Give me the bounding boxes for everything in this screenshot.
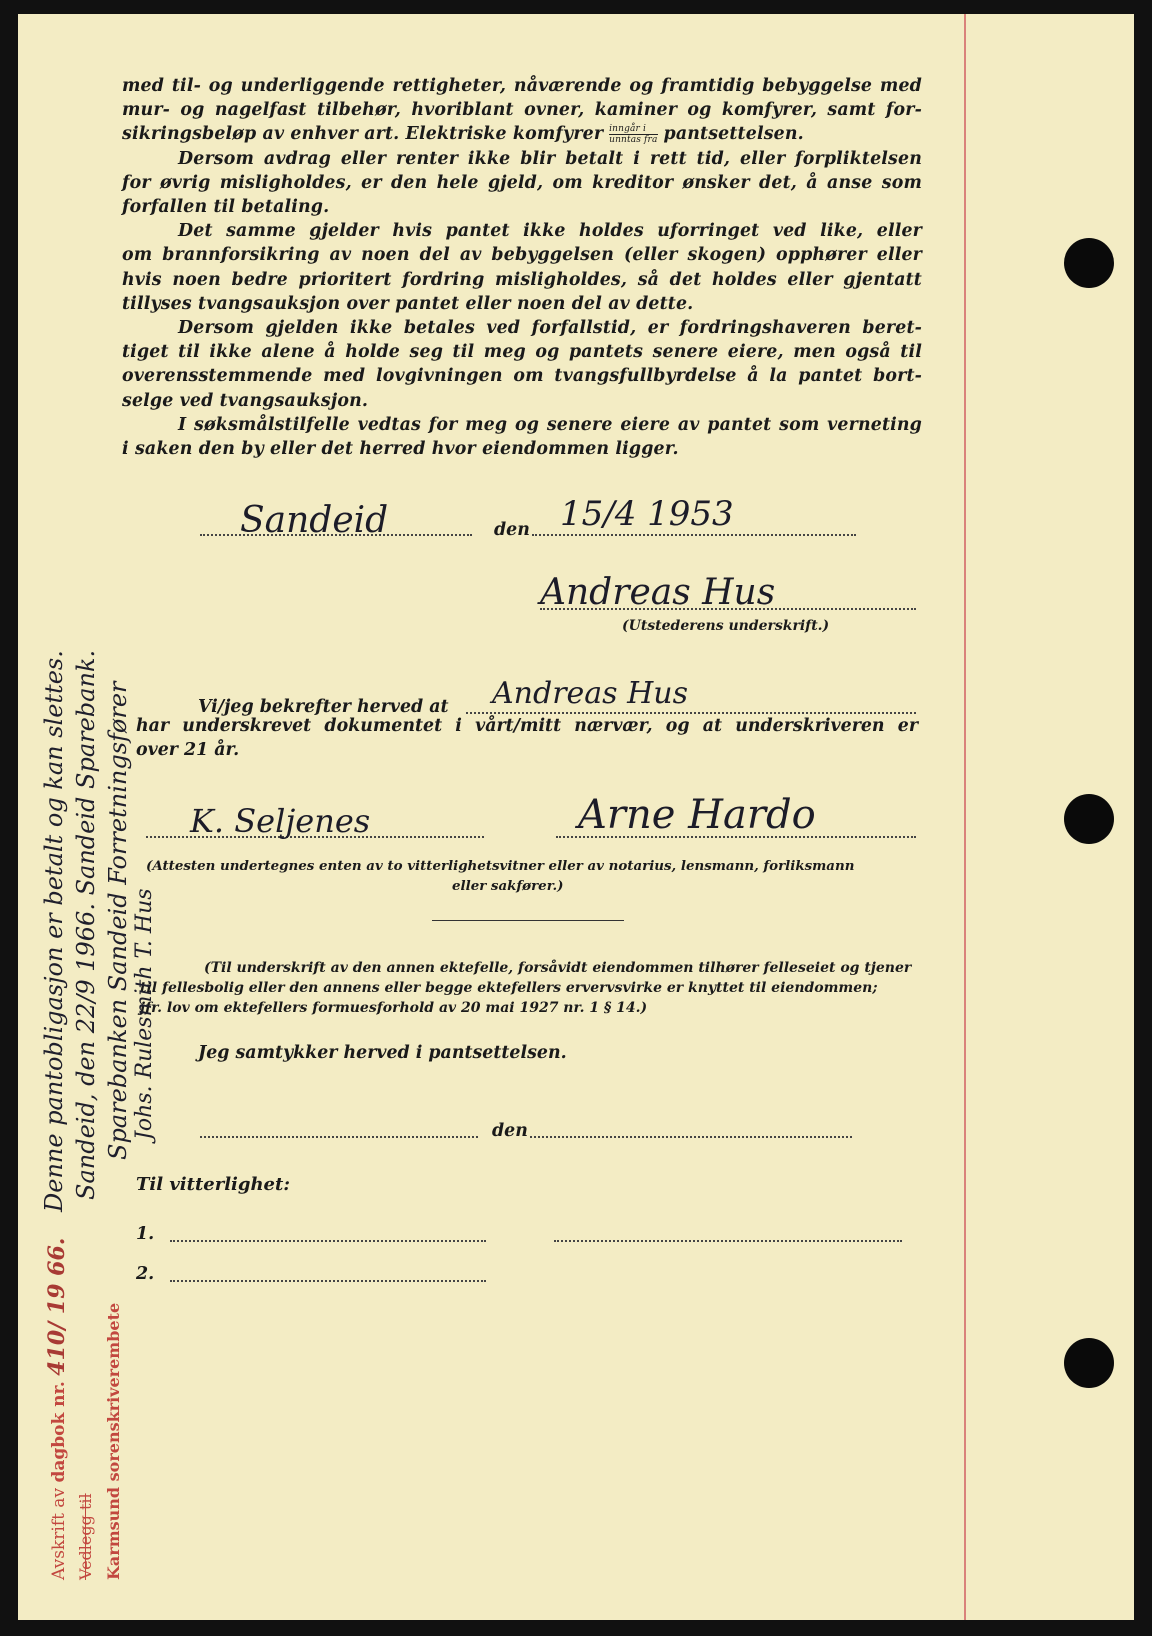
confirm-line-2: har underskrevet dokumentet i vårt/mitt nærvær, og at underskriveren er [136,716,918,736]
stamp-number: 410/ 19 66. [44,1237,70,1376]
text-line: for øvrig misligholdes, er den hele gjeld, om kreditor ønsker det, å anse som [122,172,922,193]
fraction-top: inngår i [609,124,657,135]
text-fragment: sikringsbeløp av enhver art. Elektriske komfyrer [122,124,604,145]
issuer-signature: Andreas Hus [540,572,776,613]
consent-date-line [530,1136,852,1138]
text-line [122,122,922,146]
confirm-line-3: over 21 år. [136,740,240,760]
witness-number-2: 2. [136,1264,155,1284]
den-label: den [494,520,530,540]
confirm-dotted-line [466,712,916,714]
punch-hole-top [1064,238,1114,288]
text-line: med til- og underliggende rettigheter, nåværende og framtidig bebyggelse med [122,76,922,96]
stamp-key: dagbok nr. [49,1381,69,1483]
confirm-label: Vi/jeg bekrefter herved at [198,697,449,717]
attest-caption-2: eller sakfører.) [452,878,564,894]
consent-statement: Jeg samtykker herved i pantsettelsen. [198,1043,567,1063]
consent-witness-2-line [170,1280,486,1282]
vitterlighet-label: Til vitterlighet: [136,1174,290,1195]
margin-note-4: Johs. Rulesmith T. Hus [132,888,157,1140]
witness-2-signature: Arne Hardo [578,792,816,838]
margin-note-3: Sparebanken Sandeid Forretningsfører [104,681,132,1160]
fraction-bottom: unntas fra [609,135,658,146]
margin-note-2: Sandeid, den 22/9 1966. Sandeid Sparebank. [72,649,100,1200]
punch-hole-bottom [1064,1338,1114,1388]
text-fragment: pantsettelsen. [663,124,804,145]
text-line: selge ved tvangsauksjon. [122,390,369,411]
text-line: i saken den by eller det herred hvor eiendommen ligger. [122,439,679,460]
witness-1-signature: K. Seljenes [190,802,371,840]
text-line: Dersom gjelden ikke betales ved forfallstid, er fordringshaveren beret- [178,318,922,339]
inclusion-fraction [609,124,657,145]
punch-hole-middle [1064,794,1114,844]
consent-witness-1-line-a [170,1240,486,1242]
registry-stamp-line-1 [44,1238,70,1580]
consent-place-line [200,1136,478,1138]
text-line: Dersom avdrag eller renter ikke blir betalt i rett tid, eller forpliktelsen [178,148,922,169]
text-line: forfallen til betaling. [122,197,330,218]
spouse-note-3: jfr. lov om ektefellers formuesforhold av 20 mai 1927 nr. 1 § 14.) [140,1000,648,1016]
text-line: overensstemmende med lovgivningen om tvangsfullbyrdelse å la pantet bort- [122,366,922,387]
spouse-note-2: til fellesbolig eller den annens eller begge ektefellers ervervsvirke er knyttet til eiendommen; [140,980,878,996]
text-line: Det samme gjelder hvis pantet ikke holdes uforringet ved like, eller [178,221,922,242]
margin-note-1: Denne pantobligasjon er betalt og kan slettes. [40,650,68,1212]
text-line: tiget til ikke alene å holde seg til meg og pantets senere eiere, men også til [122,342,922,363]
mortgage-terms-text [122,74,922,461]
text-line: tillyses tvangsauksjon over pantet eller noen del av dette. [122,293,694,314]
date-handwritten: 15/4 1953 [560,494,734,534]
registry-stamp-line-2: Vedlegg til [76,1493,95,1580]
stamp-prefix: Avskrift av [49,1487,69,1580]
attest-caption-1: (Attesten undertegnes enten av to vitterlighetsvitner eller av notarius, lensmann, forliksmann [146,858,855,874]
witness-number-1: 1. [136,1224,155,1244]
margin-red-line [964,14,966,1620]
text-line: hvis noen bedre prioritert fordring misligholdes, så det holdes eller gjentatt [122,269,922,290]
consent-witness-1-line-b [554,1240,902,1242]
issuer-caption: (Utstederens underskrift.) [622,618,830,634]
text-line: mur- og nagelfast tilbehør, hvoriblant ovner, kaminer og komfyrer, samt for- [122,100,922,121]
confirm-name-handwritten: Andreas Hus [492,676,688,711]
text-line: I søksmålstilfelle vedtas for meg og senere eiere av pantet som verneting [178,414,922,435]
spouse-note-1: (Til underskrift av den annen ektefelle, forsåvidt eiendommen tilhører felleseiet og tjener [204,960,912,976]
registry-stamp-line-3: Karmsund sorenskriverembete [104,1302,123,1580]
consent-den-label: den [492,1121,528,1141]
place-handwritten: Sandeid [240,500,389,541]
section-divider [432,920,624,921]
text-line: om brannforsikring av noen del av bebyggelsen (eller skogen) opphører eller [122,245,922,266]
date-dotted-line [532,534,856,536]
